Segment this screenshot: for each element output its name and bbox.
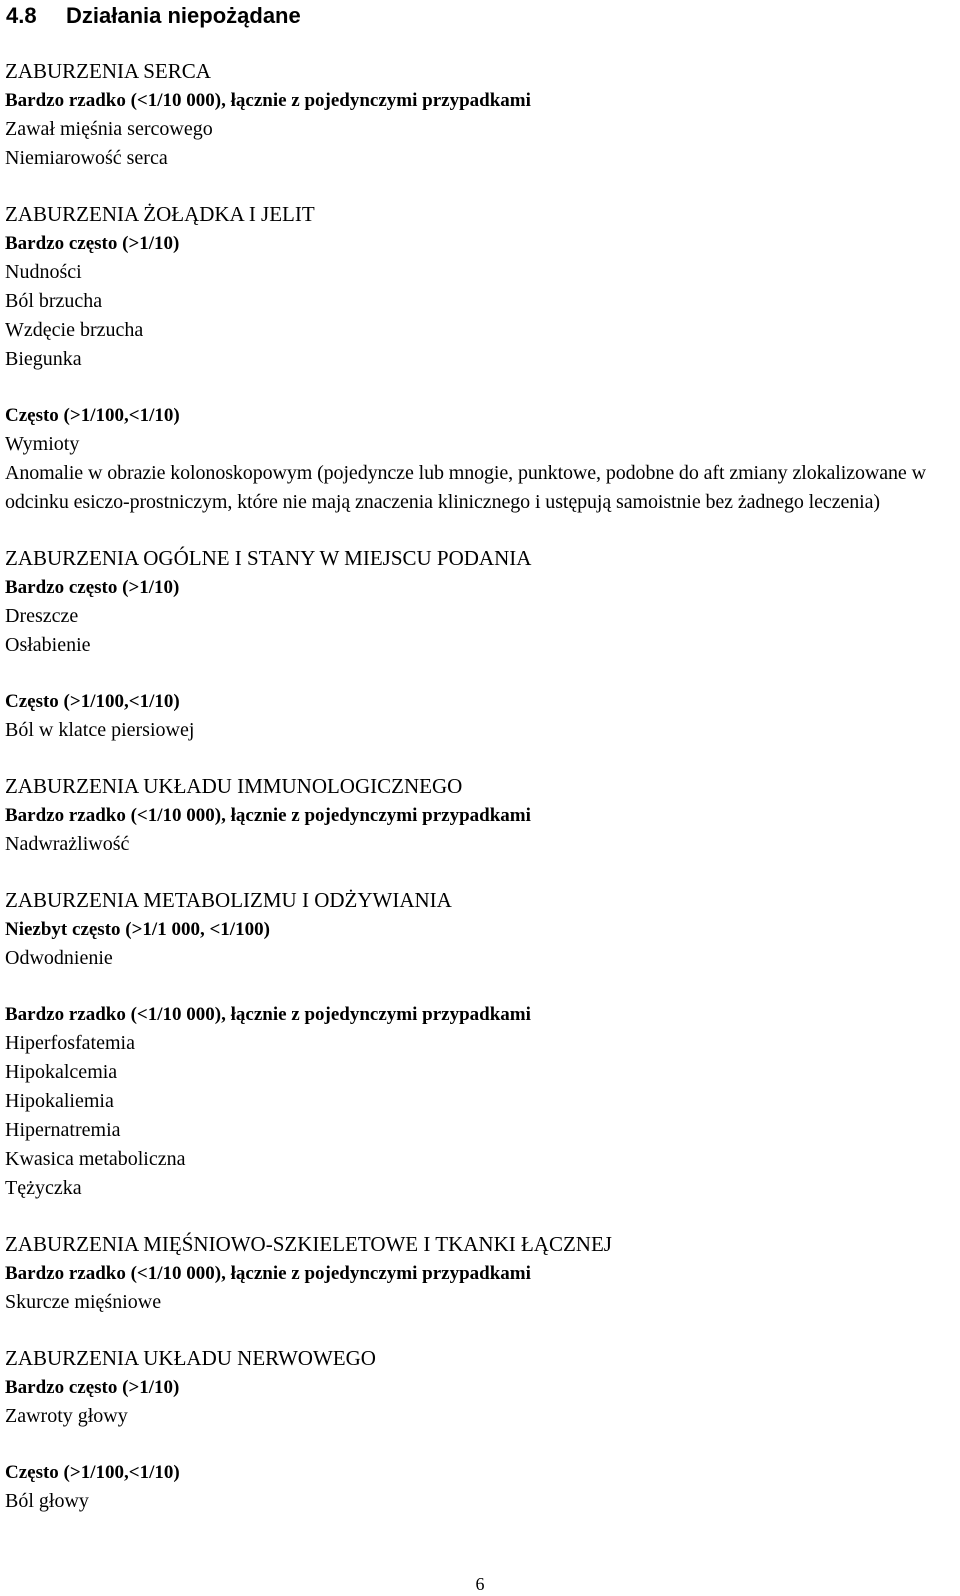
adverse-effect-item: Ból głowy xyxy=(5,1490,89,1512)
frequency-group xyxy=(5,1259,955,1317)
soc-title: ZABURZENIA OGÓLNE I STANY W MIEJSCU PODANIA xyxy=(5,546,532,570)
section-number: 4.8 xyxy=(6,3,37,28)
adverse-effect-item: Hipokalcemia xyxy=(5,1061,118,1083)
soc-section xyxy=(5,544,955,745)
soc-section xyxy=(5,200,955,517)
frequency-label: Bardzo rzadko (<1/10 000), łącznie z pojedynczymi przypadkami xyxy=(5,1263,531,1284)
soc-title: ZABURZENIA UKŁADU NERWOWEGO xyxy=(5,1346,376,1370)
frequency-label: Często (>1/100,<1/10) xyxy=(5,405,180,426)
frequency-label: Bardzo rzadko (<1/10 000), łącznie z pojedynczymi przypadkami xyxy=(5,90,531,111)
page-number: 6 xyxy=(475,1574,485,1594)
soc-section xyxy=(5,1344,955,1516)
frequency-group xyxy=(5,229,955,374)
adverse-effect-item: Zawroty głowy xyxy=(5,1405,128,1427)
adverse-effect-item: Nadwrażliwość xyxy=(5,833,130,855)
frequency-group xyxy=(5,915,955,973)
adverse-effect-item: Hipernatremia xyxy=(5,1119,121,1141)
soc-title: ZABURZENIA ŻOŁĄDKA I JELIT xyxy=(5,202,315,226)
adverse-effect-item: Ból brzucha xyxy=(5,290,103,312)
adverse-effect-item: Osłabienie xyxy=(5,634,91,656)
adverse-effect-item: Biegunka xyxy=(5,348,82,370)
adverse-effect-item: Kwasica metaboliczna xyxy=(5,1148,186,1170)
adverse-effect-item: Tężyczka xyxy=(5,1177,82,1199)
adverse-effect-item: Niemiarowość serca xyxy=(5,147,168,169)
frequency-group xyxy=(5,687,955,745)
frequency-label: Bardzo rzadko (<1/10 000), łącznie z pojedynczymi przypadkami xyxy=(5,1004,531,1025)
adverse-effect-item: Wzdęcie brzucha xyxy=(5,319,144,341)
soc-title: ZABURZENIA MIĘŚNIOWO-SZKIELETOWE I TKANKI ŁĄCZNEJ xyxy=(5,1232,612,1256)
section-title: Działania niepożądane xyxy=(66,3,301,28)
section-heading xyxy=(6,2,301,30)
soc-title: ZABURZENIA UKŁADU IMMUNOLOGICZNEGO xyxy=(5,774,463,798)
soc-section xyxy=(5,772,955,859)
adverse-effect-item: Dreszcze xyxy=(5,605,79,627)
frequency-label: Bardzo często (>1/10) xyxy=(5,233,180,254)
soc-title: ZABURZENIA METABOLIZMU I ODŻYWIANIA xyxy=(5,888,452,912)
frequency-label: Niezbyt często (>1/1 000, <1/100) xyxy=(5,919,270,940)
adverse-effect-item: Anomalie w obrazie kolonoskopowym (pojedyncze lub mnogie, punktowe, podobne do aft zmiany zlokalizowane w odcinku esiczo-prostniczym, które nie mają znaczenia klinicznego i ustępują samoistnie bez żadnego leczenia) xyxy=(5,462,926,513)
frequency-group xyxy=(5,1000,955,1203)
frequency-label: Często (>1/100,<1/10) xyxy=(5,691,180,712)
soc-section xyxy=(5,57,955,173)
adverse-effect-item: Odwodnienie xyxy=(5,947,113,969)
frequency-group xyxy=(5,86,955,173)
frequency-label: Często (>1/100,<1/10) xyxy=(5,1462,180,1483)
adverse-effects-list xyxy=(5,57,955,1543)
adverse-effect-item: Hipokaliemia xyxy=(5,1090,114,1112)
adverse-effect-item: Wymioty xyxy=(5,433,80,455)
frequency-group xyxy=(5,801,955,859)
frequency-group xyxy=(5,573,955,660)
frequency-group xyxy=(5,401,955,517)
adverse-effect-item: Ból w klatce piersiowej xyxy=(5,719,195,741)
frequency-group xyxy=(5,1458,955,1516)
adverse-effect-item: Zawał mięśnia sercowego xyxy=(5,118,213,140)
frequency-label: Bardzo często (>1/10) xyxy=(5,577,180,598)
adverse-effect-item: Nudności xyxy=(5,261,82,283)
frequency-label: Bardzo rzadko (<1/10 000), łącznie z pojedynczymi przypadkami xyxy=(5,805,531,826)
soc-section xyxy=(5,886,955,1203)
soc-title: ZABURZENIA SERCA xyxy=(5,59,211,83)
adverse-effect-item: Skurcze mięśniowe xyxy=(5,1291,162,1313)
soc-section xyxy=(5,1230,955,1317)
adverse-effect-item: Hiperfosfatemia xyxy=(5,1032,135,1054)
frequency-label: Bardzo często (>1/10) xyxy=(5,1377,180,1398)
frequency-group xyxy=(5,1373,955,1431)
